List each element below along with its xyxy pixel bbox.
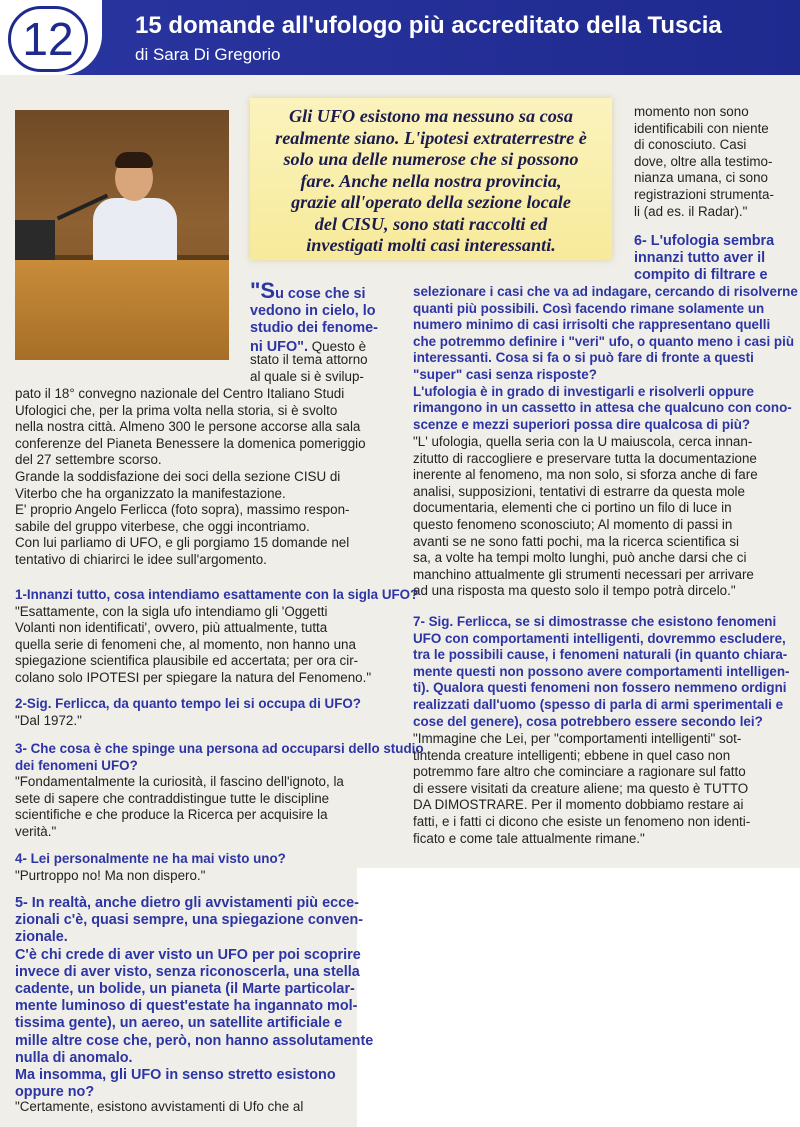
- qa-7-question: [413, 614, 789, 730]
- intro-lead-tail: Questo è: [307, 338, 367, 354]
- question: 3- Che cosa è che spinge una persona ad occuparsi dello studio: [15, 741, 424, 756]
- intro-lead: [250, 278, 378, 356]
- intro-line: conferenze del Pianeta Benessere la domenica pomeriggio: [15, 435, 366, 451]
- answer-line: analisi, supposizioni, tentativi di estrarre da questa mole: [413, 483, 745, 499]
- question-line: mente questi non possono avere comportamenti intelligen-: [413, 663, 790, 679]
- question-line: invece di aver visto, senza riconoscerla, una stella: [15, 963, 360, 980]
- answer-line: spiegazione scientifica plausibile ed accertata; per ora cir-: [15, 653, 359, 669]
- answer-line: zitutto di raccogliere e preservare tutta la documentazione: [413, 450, 757, 466]
- question-line: oppure no?: [15, 1084, 95, 1101]
- question-line: ti). Qualora questi fenomeni non fossero nemmeno ordigni: [413, 680, 787, 696]
- speaker-shirt: [93, 198, 177, 260]
- answer-line: scientifiche e che produce la Ricerca per acquisire la: [15, 807, 328, 823]
- question-line: numero minimo di casi irrisolti che rappresentano quelli: [413, 317, 771, 333]
- intro-lead-line: ni UFO".: [250, 338, 308, 355]
- speaker-photo: [15, 110, 229, 360]
- question-line: quanti più possibili. Così facendo rimane solamente un: [413, 300, 765, 316]
- answer-line: "Immagine che Lei, per "comportamenti intelligenti" sot-: [413, 731, 742, 746]
- answer-5-continued: [634, 104, 774, 220]
- qa-4: [15, 851, 286, 884]
- answer-line: DA DIMOSTRARE. Per il momento dobbiamo restare ai: [413, 797, 744, 813]
- answer-line: manchino attualmente gli strumenti necessari per arrivare: [413, 566, 754, 582]
- pull-quote-line: realmente siano. L'ipotesi extraterrestre è: [275, 127, 587, 148]
- qa-3: [15, 741, 424, 841]
- intro-line: Con lui parliamo di UFO, e gli porgiamo 15 domande nel: [15, 535, 350, 551]
- answer-line: li (ad es. il Radar).": [634, 203, 748, 219]
- answer-line: "Certamente, esistono avvistamenti di Ufo che al: [15, 1099, 304, 1114]
- question-line: selezionare i casi che va ad indagare, cercando di risolverne: [413, 284, 798, 299]
- question-line: innanzi tutto aver il: [634, 250, 766, 267]
- question-line: realizzati dall'uomo (spesso di parla di armi sperimentali e: [413, 696, 784, 712]
- answer-line: di essere visitati da creature aliene; ma questo è TUTTO: [413, 780, 749, 796]
- qa-5-answer: [15, 1099, 303, 1116]
- question: 4- Lei personalmente ne ha mai visto uno?: [15, 851, 286, 866]
- pull-quote-line: solo una delle numerose che si possono: [283, 149, 579, 169]
- pull-quote-line: investigati molti casi interessanti.: [306, 235, 556, 255]
- answer-line: "Dal 1972.": [15, 712, 82, 728]
- intro-line: Ufologici che, per la prima volta nella storia, si è svolto: [15, 402, 338, 418]
- answer-line: Volanti non identificati', ovvero, più attualmente, tutta: [15, 620, 328, 636]
- intro-line: del 27 settembre scorso.: [15, 452, 162, 468]
- intro-line: E' proprio Angelo Ferlicca (foto sopra), massimo respon-: [15, 502, 350, 518]
- question: 2-Sig. Ferlicca, da quanto tempo lei si occupa di UFO?: [15, 696, 361, 711]
- answer-line: "Fondamentalmente la curiosità, il fascino dell'ignoto, la: [15, 774, 344, 790]
- qa-2: [15, 696, 361, 729]
- issue-number: 12: [8, 6, 88, 72]
- question-line: cadente, un bolide, un pianeta (il Marte particolar-: [15, 981, 355, 998]
- question-line: mille altre cose che, però, non hanno assolutamente: [15, 1032, 374, 1049]
- intro-lead-line: u cose che si: [275, 286, 366, 302]
- intro-line: sabile del gruppo viterbese, che oggi incontriamo.: [15, 518, 310, 534]
- intro-line: Viterbo che ha organizzato la manifestazione.: [15, 485, 286, 501]
- answer-line: questo fenomeno sconosciuto; Al momento di passi in: [413, 516, 733, 532]
- answer-line: sa, a volte ha tempi molto lunghi, può anche darsi che ci: [413, 550, 747, 566]
- qa-1: [15, 587, 418, 687]
- qa-6-question: [413, 284, 798, 433]
- question-line: zionale.: [15, 929, 68, 946]
- answer-line: "L' ufologia, quella seria con la U maiuscola, cerca innan-: [413, 434, 753, 449]
- question-line: Ma insomma, gli UFO in senso stretto esistono: [15, 1067, 336, 1084]
- answer-line: dove, oltre alla testimo-: [634, 153, 773, 169]
- laptop: [15, 220, 55, 260]
- question-line: C'è chi crede di aver visto un UFO per poi scoprire: [15, 946, 361, 963]
- answer-line: nianza umana, ci sono: [634, 170, 768, 186]
- qa-7-answer: [413, 731, 750, 847]
- article-author: di Sara Di Gregorio: [135, 45, 281, 64]
- question: 1-Innanzi tutto, cosa intendiamo esattamente con la sigla UFO?: [15, 587, 419, 602]
- question-line: UFO con comportamenti intelligenti, dovremmo escludere,: [413, 630, 786, 646]
- intro-line: al quale si è svilup-: [250, 368, 364, 384]
- answer-line: verità.": [15, 823, 57, 839]
- desk: [15, 260, 229, 360]
- intro-initial: "S: [250, 278, 276, 303]
- answer-line: fatti, e i fatti ci dicono che esiste un fenomeno non identi-: [413, 813, 751, 829]
- answer-line: di conosciuto. Casi: [634, 137, 747, 153]
- answer-line: "Esattamente, con la sigla ufo intendiamo gli 'Oggetti: [15, 603, 328, 619]
- qa-6-answer: [413, 434, 758, 600]
- answer-line: tintenda creature intelligenti; ebbene in quel caso non: [413, 747, 731, 763]
- question-line: tra le possibili cause, i fenomeni naturali (in quanto chiara-: [413, 647, 788, 663]
- qa-6-question-start: [634, 233, 774, 285]
- qa-5-question: [15, 895, 373, 1101]
- answer-line: inerente al fenomeno, ma non solo, si sforza anche di fare: [413, 467, 758, 483]
- question-line: tissima gente), un aereo, un satellite artificiale e: [15, 1015, 343, 1032]
- answer-line: colano solo IPOTESI per spiegare la natura del Fenomeno.": [15, 669, 372, 685]
- pull-quote-line: Gli UFO esistono ma nessuno sa cosa: [289, 106, 573, 126]
- answer-line: identificabili con niente: [634, 120, 769, 136]
- answer-line: potremmo fare altro che cominciare a ragionare sul fatto: [413, 764, 746, 780]
- intro-line: nella nostra città. Almeno 300 le persone accorse alla sala: [15, 419, 361, 435]
- intro-lead-line: vedono in cielo, lo: [250, 303, 376, 320]
- question-line: interessanti. Cosa si fa o si può fare di fronte a questi: [413, 350, 754, 366]
- intro-body: [15, 386, 366, 569]
- question-line: 5- In realtà, anche dietro gli avvistamenti più ecce-: [15, 895, 359, 911]
- intro-line: Grande la soddisfazione dei soci della sezione CISU di: [15, 468, 341, 484]
- speaker-hair: [115, 152, 153, 168]
- question-line: che potremmo definire i "veri" ufo, o quanto meno i casi più: [413, 333, 794, 349]
- pull-quote-text: [260, 106, 602, 257]
- question-line: rimangono in un cassetto in attesa che qualcuno con cono-: [413, 400, 792, 416]
- intro-line: stato il tema attorno: [250, 352, 368, 367]
- pull-quote-line: grazie all'operato della sezione locale: [291, 192, 571, 212]
- question-line: zionali c'è, quasi sempre, una spiegazione conven-: [15, 912, 364, 929]
- question-line: scenze e mezzi superiori possa dire qualcosa di più?: [413, 416, 751, 432]
- question-line: nulla di anomalo.: [15, 1049, 133, 1066]
- pull-quote-line: del CISU, sono stati raccolti ed: [314, 213, 548, 234]
- answer-line: registrazioni strumenta-: [634, 186, 774, 202]
- intro-line: pato il 18° convegno nazionale del Centro Italiano Studi: [15, 386, 345, 401]
- answer-line: documentaria, elementi che ci portino un filo di luce in: [413, 500, 732, 516]
- question-line: L'ufologia è in grado di investigarli e risolverli oppure: [413, 383, 754, 399]
- pull-quote-line: fare. Anche nella nostra provincia,: [300, 170, 562, 191]
- intro-line: tentativo di chiarirci le idee sull'argomento.: [15, 551, 267, 567]
- question-line: 6- L'ufologia sembra: [634, 233, 775, 249]
- question: dei fenomeni UFO?: [15, 757, 138, 773]
- answer-line: avanti se ne sono fatti pochi, ma la ricerca scientifica si: [413, 533, 739, 549]
- answer-line: momento non sono: [634, 104, 749, 119]
- question-line: mente luminoso di quest'estate ha ingannato mol-: [15, 998, 358, 1015]
- answer-line: quella serie di fenomeni che, al momento, non hanno una: [15, 636, 356, 652]
- answer-line: ficato e come tale attualmente rimane.": [413, 830, 645, 846]
- intro-lead-line: studio dei fenome-: [250, 320, 378, 337]
- answer-line: sete di sapere che contraddistingue tutte le discipline: [15, 790, 330, 806]
- question-line: cose del genere), cosa potrebbero essere secondo lei?: [413, 713, 763, 729]
- answer-line: ad una risposta ma questo solo il tempo potrà dircelo.": [413, 583, 736, 599]
- question-line: 7- Sig. Ferlicca, se si dimostrasse che esistono fenomeni: [413, 614, 777, 629]
- intro-narrow: [250, 352, 368, 385]
- question-line: compito di filtrare e: [634, 267, 768, 284]
- pull-quote-box: [250, 98, 612, 260]
- answer-line: "Purtroppo no! Ma non dispero.": [15, 867, 206, 883]
- question-line: "super" casi senza risposte?: [413, 366, 597, 382]
- page-title: 15 domande all'ufologo più accreditato della Tuscia: [135, 12, 722, 39]
